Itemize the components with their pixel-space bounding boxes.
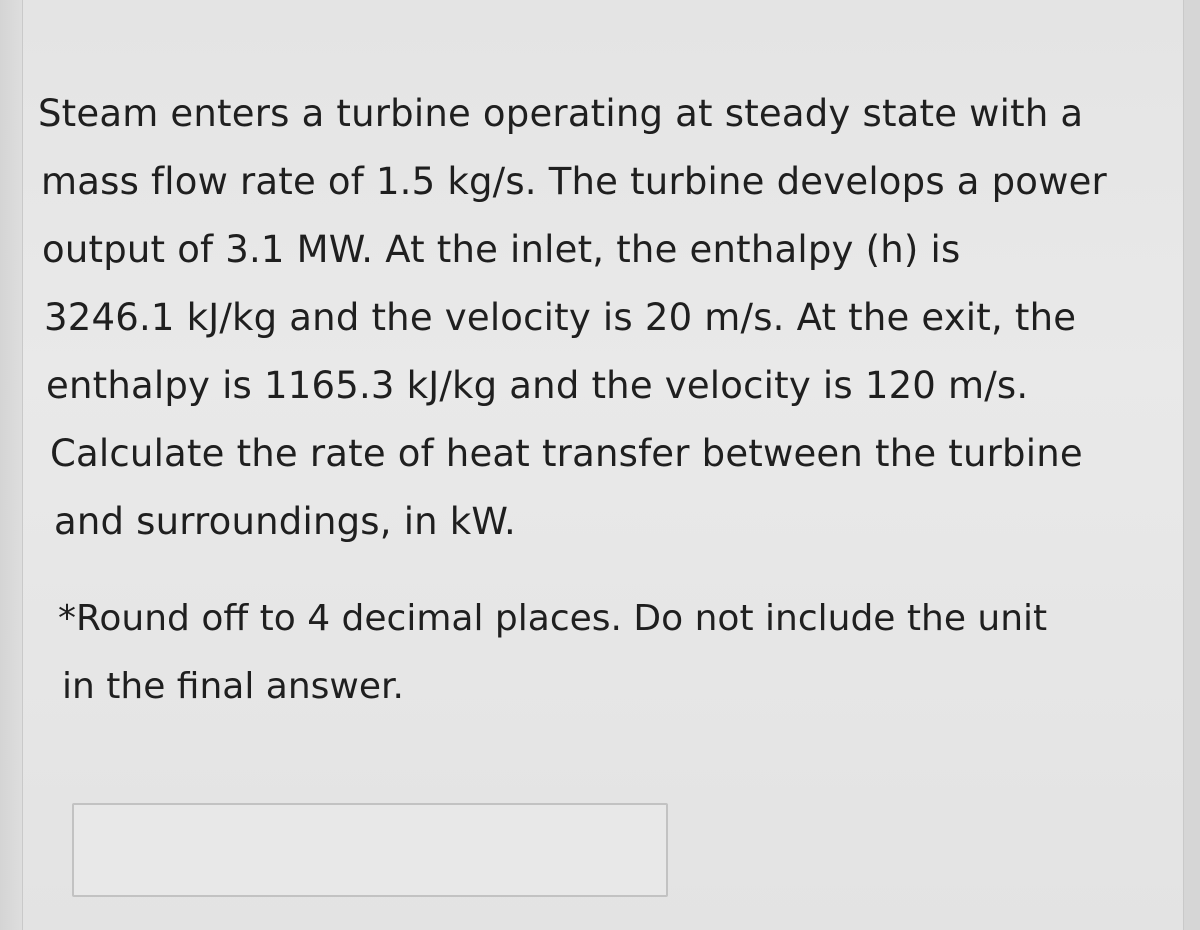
note-line: in the final answer. xyxy=(62,666,404,707)
question-line: enthalpy is 1165.3 kJ/kg and the velocity is 120 m/s. xyxy=(46,364,1029,407)
question-line: and surroundings, in kW. xyxy=(54,500,516,543)
question-line: 3246.1 kJ/kg and the velocity is 20 m/s. At the exit, the xyxy=(44,296,1077,339)
question-line: Steam enters a turbine operating at steady state with a xyxy=(38,92,1084,135)
question-text xyxy=(38,80,1178,556)
question-line: output of 3.1 MW. At the inlet, the enthalpy (h) is xyxy=(42,228,961,271)
left-border xyxy=(0,0,23,930)
rounding-note xyxy=(58,585,1158,721)
question-line: mass flow rate of 1.5 kg/s. The turbine develops a power xyxy=(41,160,1107,203)
answer-input[interactable] xyxy=(72,803,668,897)
question-line: Calculate the rate of heat transfer between the turbine xyxy=(50,432,1083,475)
right-border xyxy=(1183,0,1200,930)
note-line: *Round off to 4 decimal places. Do not include the unit xyxy=(58,598,1048,639)
